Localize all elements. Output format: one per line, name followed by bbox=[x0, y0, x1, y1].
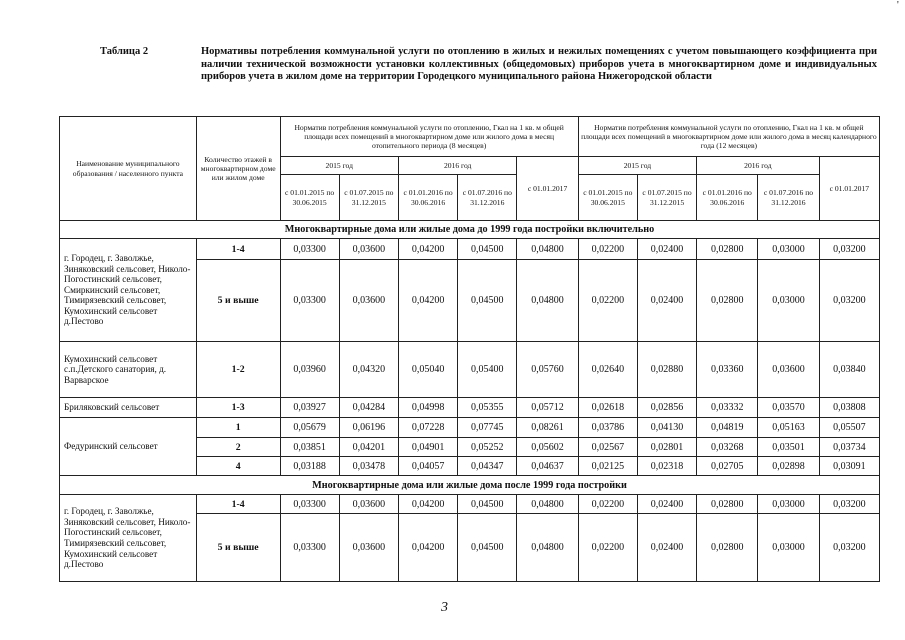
norm-value-cell: 0,05163 bbox=[758, 418, 819, 438]
norm-value-cell: 0,03840 bbox=[819, 342, 879, 398]
header-period: с 01.07.2016 по 31.12.2016 bbox=[458, 175, 517, 221]
corner-mark: ' bbox=[897, 0, 899, 11]
settlement-name: Бриляковский сельсовет bbox=[60, 398, 197, 418]
norm-value-cell: 0,03600 bbox=[339, 514, 398, 582]
norm-value-cell: 0,03501 bbox=[758, 438, 819, 457]
norm-value-cell: 0,04800 bbox=[517, 260, 578, 342]
floors-cell: 1-3 bbox=[196, 398, 280, 418]
settlement-name: Кумохинский сельсовет с.п.Детского санатория, д. Варварское bbox=[60, 342, 197, 398]
norm-value-cell: 0,02640 bbox=[578, 342, 637, 398]
table-row bbox=[60, 398, 880, 418]
norm-value-cell: 0,03360 bbox=[697, 342, 758, 398]
header-year-2016: 2016 год bbox=[398, 157, 516, 175]
norm-value-cell: 0,04500 bbox=[458, 514, 517, 582]
header-period: с 01.01.2016 по 30.06.2016 bbox=[697, 175, 758, 221]
norm-value-cell: 0,03332 bbox=[697, 398, 758, 418]
norm-value-cell: 0,03734 bbox=[819, 438, 879, 457]
norm-value-cell: 0,03300 bbox=[280, 514, 339, 582]
norm-value-cell: 0,03200 bbox=[819, 260, 879, 342]
header-period: с 01.01.2016 по 30.06.2016 bbox=[398, 175, 457, 221]
norm-value-cell: 0,04130 bbox=[637, 418, 696, 438]
header-period: с 01.01.2017 bbox=[517, 157, 578, 221]
norm-value-cell: 0,05679 bbox=[280, 418, 339, 438]
norm-value-cell: 0,07745 bbox=[458, 418, 517, 438]
norm-value-cell: 0,03300 bbox=[280, 239, 339, 260]
norm-value-cell: 0,04200 bbox=[398, 260, 457, 342]
norm-value-cell: 0,02200 bbox=[578, 495, 637, 514]
norm-value-cell: 0,03200 bbox=[819, 239, 879, 260]
norm-value-cell: 0,03091 bbox=[819, 457, 879, 476]
norm-value-cell: 0,03600 bbox=[339, 239, 398, 260]
floors-cell: 5 и выше bbox=[196, 514, 280, 582]
norm-value-cell: 0,02880 bbox=[637, 342, 696, 398]
norm-value-cell: 0,04500 bbox=[458, 260, 517, 342]
table-caption-label: Таблица 2 bbox=[100, 46, 149, 57]
norm-value-cell: 0,02705 bbox=[697, 457, 758, 476]
header-floors: Количество этажей в многоквартирном доме или жилом доме bbox=[196, 117, 280, 221]
norm-value-cell: 0,05355 bbox=[458, 398, 517, 418]
header-period: с 01.07.2015 по 31.12.2015 bbox=[637, 175, 696, 221]
norm-value-cell: 0,02400 bbox=[637, 495, 696, 514]
norm-value-cell: 0,03960 bbox=[280, 342, 339, 398]
norm-value-cell: 0,02800 bbox=[697, 514, 758, 582]
norm-value-cell: 0,04800 bbox=[517, 495, 578, 514]
norm-value-cell: 0,02125 bbox=[578, 457, 637, 476]
header-period: с 01.01.2015 по 30.06.2015 bbox=[578, 175, 637, 221]
norm-value-cell: 0,02567 bbox=[578, 438, 637, 457]
norm-value-cell: 0,04057 bbox=[398, 457, 457, 476]
norm-value-cell: 0,03808 bbox=[819, 398, 879, 418]
norm-value-cell: 0,04200 bbox=[398, 239, 457, 260]
floors-cell: 4 bbox=[196, 457, 280, 476]
norm-value-cell: 0,03478 bbox=[339, 457, 398, 476]
norm-value-cell: 0,02400 bbox=[637, 514, 696, 582]
norm-value-cell: 0,04901 bbox=[398, 438, 457, 457]
norm-value-cell: 0,02318 bbox=[637, 457, 696, 476]
floors-cell: 5 и выше bbox=[196, 260, 280, 342]
norm-value-cell: 0,03600 bbox=[758, 342, 819, 398]
norm-value-cell: 0,04320 bbox=[339, 342, 398, 398]
norm-value-cell: 0,03300 bbox=[280, 495, 339, 514]
norm-value-cell: 0,03600 bbox=[339, 495, 398, 514]
norm-value-cell: 0,04200 bbox=[398, 514, 457, 582]
header-settlement: Наименование муниципального образования / населенного пункта bbox=[60, 117, 197, 221]
norm-value-cell: 0,03000 bbox=[758, 514, 819, 582]
norm-value-cell: 0,02200 bbox=[578, 514, 637, 582]
table-row bbox=[60, 239, 880, 260]
norm-value-cell: 0,05400 bbox=[458, 342, 517, 398]
norm-value-cell: 0,03000 bbox=[758, 260, 819, 342]
norm-value-cell: 0,03000 bbox=[758, 239, 819, 260]
norm-value-cell: 0,02200 bbox=[578, 239, 637, 260]
norm-value-cell: 0,02898 bbox=[758, 457, 819, 476]
norm-value-cell: 0,03927 bbox=[280, 398, 339, 418]
norm-value-cell: 0,04998 bbox=[398, 398, 457, 418]
norm-value-cell: 0,04347 bbox=[458, 457, 517, 476]
norm-value-cell: 0,05760 bbox=[517, 342, 578, 398]
norm-value-cell: 0,05712 bbox=[517, 398, 578, 418]
header-period: с 01.01.2017 bbox=[819, 157, 879, 221]
header-period: с 01.07.2016 по 31.12.2016 bbox=[758, 175, 819, 221]
header-year-2015: 2015 год bbox=[578, 157, 696, 175]
header-year-2015: 2015 год bbox=[280, 157, 398, 175]
norm-value-cell: 0,05040 bbox=[398, 342, 457, 398]
norm-value-cell: 0,04201 bbox=[339, 438, 398, 457]
floors-cell: 1-2 bbox=[196, 342, 280, 398]
settlement-name: г. Городец, г. Заволжье, Зиняковский сельсовет, Николо-Погостинский сельсовет, Тимирязевский сельсовет, Кумохинский сельсовет д.Пестово bbox=[60, 495, 197, 582]
settlement-name: Федуринский сельсовет bbox=[60, 418, 197, 476]
norm-value-cell: 0,02856 bbox=[637, 398, 696, 418]
norm-value-cell: 0,03570 bbox=[758, 398, 819, 418]
table-row bbox=[60, 418, 880, 438]
norm-value-cell: 0,05252 bbox=[458, 438, 517, 457]
section-title: Многоквартирные дома или жилые дома до 1999 года постройки включительно bbox=[60, 221, 880, 239]
norm-value-cell: 0,02801 bbox=[637, 438, 696, 457]
norm-value-cell: 0,05507 bbox=[819, 418, 879, 438]
norm-value-cell: 0,03851 bbox=[280, 438, 339, 457]
floors-cell: 2 bbox=[196, 438, 280, 457]
norm-value-cell: 0,04800 bbox=[517, 239, 578, 260]
norm-value-cell: 0,04500 bbox=[458, 239, 517, 260]
floors-cell: 1-4 bbox=[196, 495, 280, 514]
norm-value-cell: 0,03786 bbox=[578, 418, 637, 438]
norm-value-cell: 0,03268 bbox=[697, 438, 758, 457]
header-year-2016: 2016 год bbox=[697, 157, 820, 175]
norm-value-cell: 0,07228 bbox=[398, 418, 457, 438]
norm-value-cell: 0,02400 bbox=[637, 260, 696, 342]
header-period: с 01.01.2015 по 30.06.2015 bbox=[280, 175, 339, 221]
floors-cell: 1 bbox=[196, 418, 280, 438]
table-row bbox=[60, 342, 880, 398]
norm-value-cell: 0,08261 bbox=[517, 418, 578, 438]
norm-value-cell: 0,04637 bbox=[517, 457, 578, 476]
norm-value-cell: 0,03000 bbox=[758, 495, 819, 514]
header-period: с 01.07.2015 по 31.12.2015 bbox=[339, 175, 398, 221]
norm-value-cell: 0,02800 bbox=[697, 260, 758, 342]
norm-value-cell: 0,04284 bbox=[339, 398, 398, 418]
norm-value-cell: 0,04800 bbox=[517, 514, 578, 582]
table-row bbox=[60, 495, 880, 514]
section-title: Многоквартирные дома или жилые дома после 1999 года постройки bbox=[60, 476, 880, 495]
norm-value-cell: 0,04200 bbox=[398, 495, 457, 514]
header-calendar-year: Норматив потребления коммунальной услуги по отоплению, Гкал на 1 кв. м общей площади всех помещений в многоквартирном доме или жилого дома в месяц календарного года (12 месяцев) bbox=[578, 117, 879, 157]
page-number: 3 bbox=[441, 600, 448, 615]
floors-cell: 1-4 bbox=[196, 239, 280, 260]
norm-value-cell: 0,02800 bbox=[697, 495, 758, 514]
norm-value-cell: 0,04819 bbox=[697, 418, 758, 438]
norm-value-cell: 0,02618 bbox=[578, 398, 637, 418]
norm-value-cell: 0,03200 bbox=[819, 514, 879, 582]
norm-value-cell: 0,02400 bbox=[637, 239, 696, 260]
norm-value-cell: 0,03600 bbox=[339, 260, 398, 342]
norm-value-cell: 0,05602 bbox=[517, 438, 578, 457]
norm-value-cell: 0,02800 bbox=[697, 239, 758, 260]
norm-value-cell: 0,03300 bbox=[280, 260, 339, 342]
header-heating-period: Норматив потребления коммунальной услуги по отоплению, Гкал на 1 кв. м общей площади всех помещений в многоквартирном доме или жилого дома в месяц отопительного периода (8 месяцев) bbox=[280, 117, 578, 157]
norm-value-cell: 0,03200 bbox=[819, 495, 879, 514]
norm-value-cell: 0,02200 bbox=[578, 260, 637, 342]
norms-table bbox=[59, 116, 880, 582]
norm-value-cell: 0,03188 bbox=[280, 457, 339, 476]
norm-value-cell: 0,06196 bbox=[339, 418, 398, 438]
norm-value-cell: 0,04500 bbox=[458, 495, 517, 514]
settlement-name: г. Городец, г. Заволжье, Зиняковский сельсовет, Николо-Погостинский сельсовет, Смиркинский сельсовет, Тимирязевский сельсовет, Кумохинский сельсовет д.Пестово bbox=[60, 239, 197, 342]
table-caption-title: Нормативы потребления коммунальной услуги по отоплению в жилых и нежилых помещениях с учетом повышающего коэффициента при наличии технической возможности установки коллективных (общедомовых) приборов учета в многоквартирном доме и индивидуальных приборов учета в жилом доме на территории Городецкого муниципального района Нижегородской области bbox=[201, 46, 877, 83]
